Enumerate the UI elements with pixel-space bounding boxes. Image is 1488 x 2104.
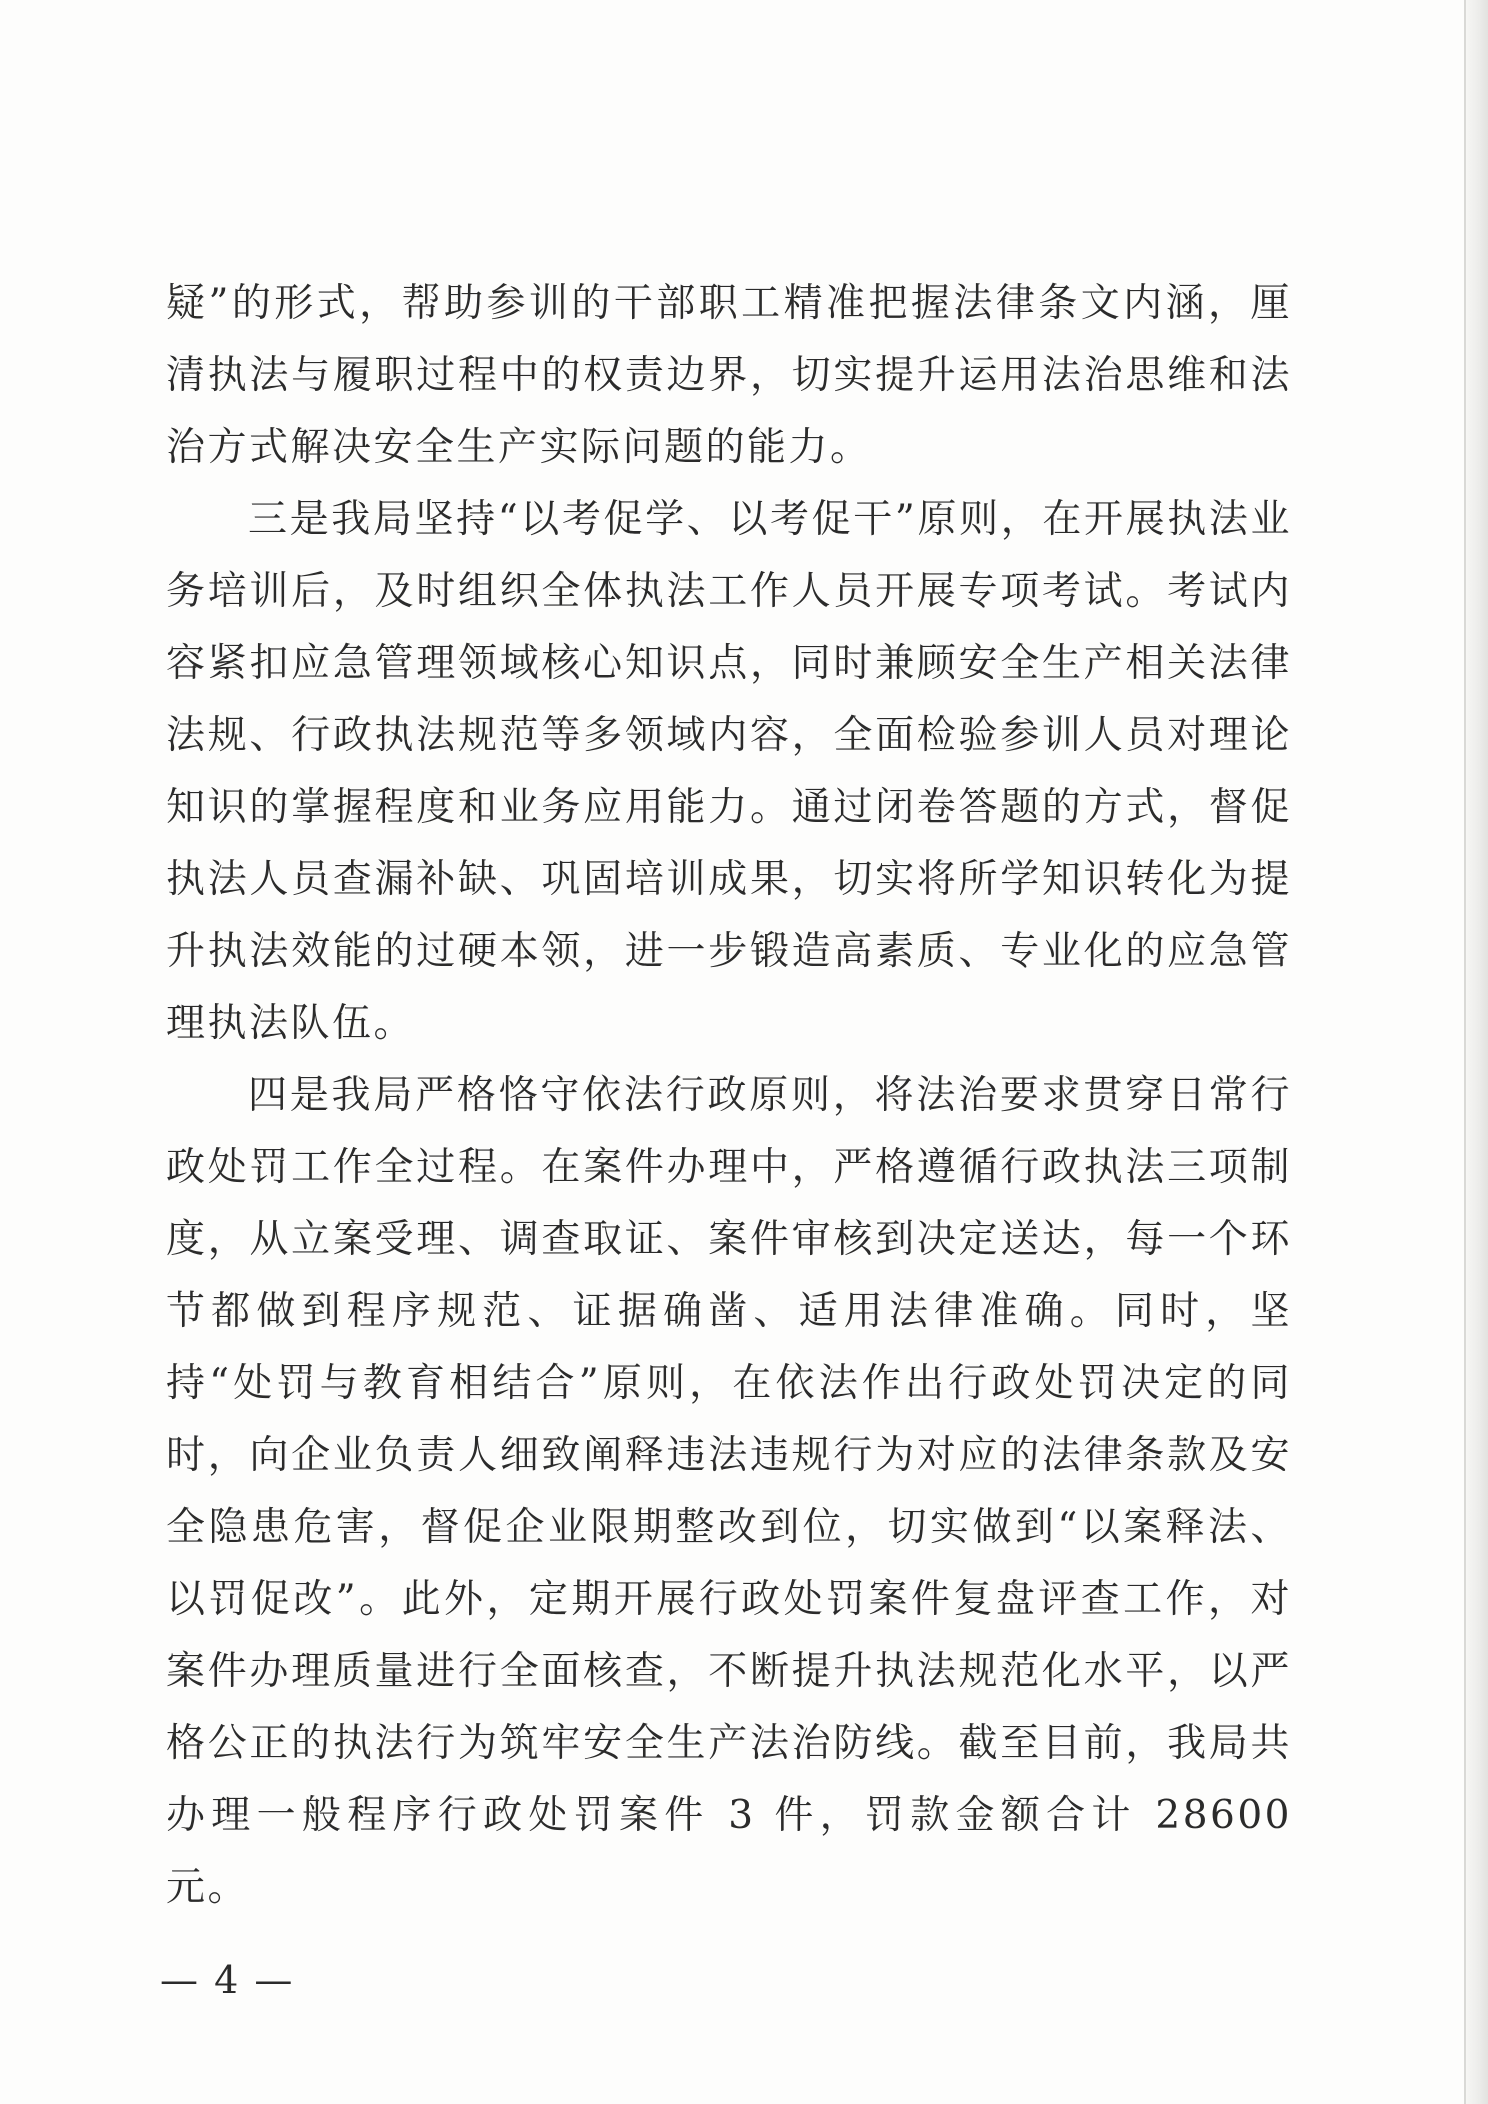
scan-edge bbox=[1466, 0, 1488, 2104]
document-body bbox=[166, 268, 1292, 1924]
paragraph-continuation: 疑”的形式，帮助参训的干部职工精准把握法律条文内涵，厘清执法与履职过程中的权责边界，切实提升运用法治思维和法治方式解决安全生产实际问题的能力。 bbox=[166, 281, 1292, 470]
paragraph-point-three: 三是我局坚持“以考促学、以考促干”原则，在开展执法业务培训后，及时组织全体执法工作人员开展专项考试。考试内容紧扣应急管理领域核心知识点，同时兼顾安全生产相关法律法规、行政执法规范等多领域内容，全面检验参训人员对理论知识的掌握程度和业务应用能力。通过闭卷答题的方式，督促执法人员查漏补缺、巩固培训成果，切实将所学知识转化为提升执法效能的过硬本领，进一步锻造高素质、专业化的应急管理执法队伍。 bbox=[166, 497, 1292, 1046]
paragraph-point-four: 四是我局严格恪守依法行政原则，将法治要求贯穿日常行政处罚工作全过程。在案件办理中，严格遵循行政执法三项制度，从立案受理、调查取证、案件审核到决定送达，每一个环节都做到程序规范、证据确凿、适用法律准确。同时，坚持“处罚与教育相结合”原则，在依法作出行政处罚决定的同时，向企业负责人细致阐释违法违规行为对应的法律条款及安全隐患危害，督促企业限期整改到位，切实做到“以案释法、以罚促改”。此外，定期开展行政处罚案件复盘评查工作，对案件办理质量进行全面核查，不断提升执法规范化水平，以严格公正的执法行为筑牢安全生产法治防线。截至目前，我局共办理一般程序行政处罚案件 3 件，罚款金额合计 28600 元。 bbox=[166, 1073, 1292, 1910]
page-number: — 4 — bbox=[160, 1958, 295, 2002]
